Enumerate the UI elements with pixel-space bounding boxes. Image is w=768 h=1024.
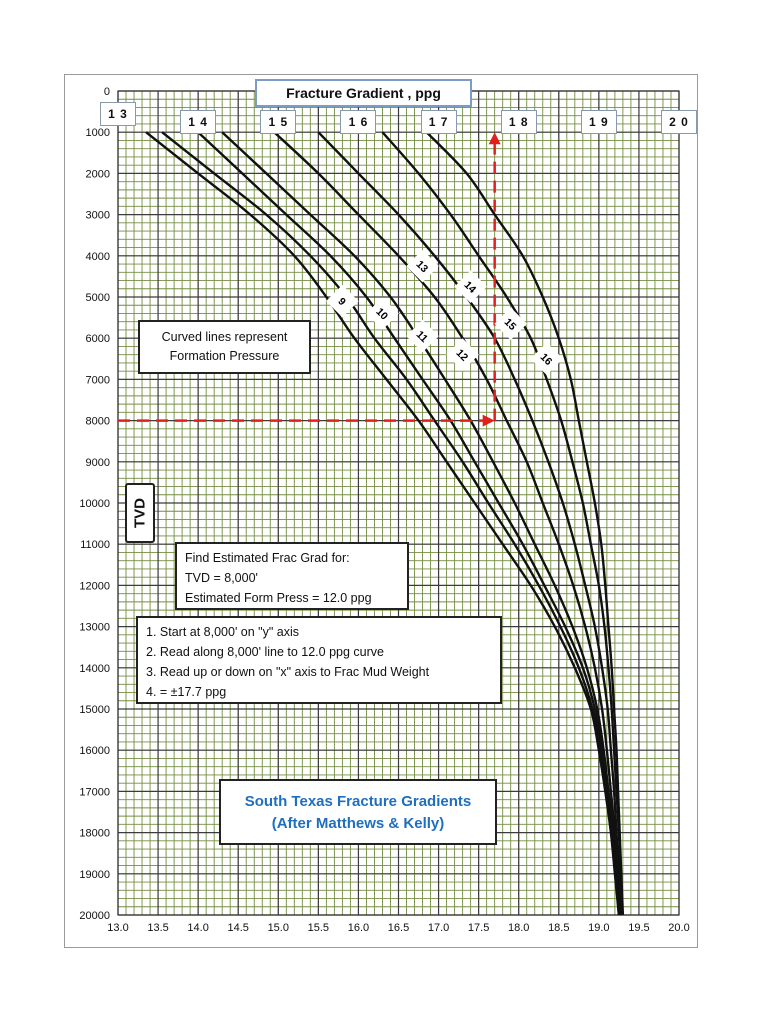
- chart-footer-title: [219, 779, 497, 845]
- x-tick-label: 14.0: [187, 922, 209, 934]
- steps-list: [146, 622, 492, 702]
- y-tick-label: 13000: [79, 621, 110, 634]
- curved-note-line-1: Curved lines represent: [161, 330, 288, 344]
- x-tick-label: 15.5: [307, 922, 330, 934]
- top-axis-label: 1 3: [100, 102, 136, 126]
- top-axis-label: 1 9: [581, 110, 617, 134]
- top-axis-label: 1 8: [501, 110, 537, 134]
- x-tick-label: 13.5: [147, 922, 169, 934]
- steps-box: [136, 616, 502, 704]
- x-tick-label: 19.0: [588, 922, 610, 934]
- y-tick-label: 7000: [85, 374, 110, 387]
- curve-label-text: 16: [537, 351, 555, 368]
- y-tick-label: 15000: [79, 704, 110, 716]
- curved-note-line-2: Formation Pressure: [169, 349, 280, 363]
- x-tick-label: 19.5: [628, 922, 650, 934]
- find-box-line-3: Estimated Form Press = 12.0 ppg: [185, 591, 372, 605]
- y-tick-label: 3000: [85, 209, 110, 222]
- curve-label-text: 14: [461, 279, 479, 296]
- x-tick-label: 16.0: [347, 922, 370, 934]
- find-box-line-2: TVD = 8,000': [185, 571, 258, 585]
- curve-label-text: 13: [413, 258, 431, 276]
- x-tick-label: 17.5: [467, 922, 490, 934]
- footer-title-line-1: South Texas Fracture Gradients: [244, 793, 472, 810]
- y-tick-label: 16000: [79, 745, 110, 758]
- y-tick-label: 10000: [79, 498, 110, 510]
- top-axis-label: 1 7: [421, 110, 457, 134]
- x-tick-label: 18.5: [548, 922, 570, 934]
- x-tick-label: 16.5: [387, 922, 410, 934]
- chart-frame: [64, 74, 698, 948]
- footer-title-line-2: (After Matthews & Kelly): [271, 815, 445, 832]
- y-tick-label: 12000: [79, 580, 110, 593]
- curve-label-text: 12: [453, 347, 471, 364]
- y-tick-label: 6000: [85, 333, 110, 346]
- curve-label-text: 11: [413, 328, 431, 346]
- tvd-axis-label: [125, 483, 155, 543]
- x-tick-label: 17.0: [427, 922, 450, 934]
- find-frac-grad-box: [175, 542, 409, 610]
- y-tick-label: 14000: [79, 662, 110, 675]
- curved-lines-note: [138, 320, 311, 374]
- find-box-line-1: Find Estimated Frac Grad for:: [185, 551, 350, 565]
- y-tick-label: 19000: [79, 868, 110, 881]
- chart-title: Fracture Gradient , ppg: [255, 79, 472, 107]
- top-axis-label: 1 5: [260, 110, 296, 134]
- top-axis-label: 2 0: [661, 110, 697, 134]
- curve-label-text: 9: [335, 295, 349, 309]
- curve-label-text: 10: [373, 305, 391, 323]
- top-axis-label: 1 4: [180, 110, 216, 134]
- y-tick-label: 9000: [85, 456, 110, 469]
- top-axis-label: 1 6: [340, 110, 376, 134]
- y-tick-label: 17000: [79, 786, 110, 799]
- curve-label-text: 15: [501, 316, 519, 333]
- x-tick-label: 14.5: [227, 922, 249, 934]
- y-tick-label: 11000: [80, 539, 110, 552]
- y-tick-label: 20000: [79, 910, 110, 922]
- y-tick-label: 5000: [85, 292, 110, 304]
- tvd-axis-label-text: TVD: [131, 498, 149, 528]
- step-2: 2. Read along 8,000' line to 12.0 ppg curve: [146, 645, 384, 659]
- x-tick-label: 15.0: [267, 922, 289, 934]
- y-tick-label: 2000: [85, 168, 110, 181]
- x-tick-label: 18.0: [508, 922, 530, 934]
- y-tick-label: 8000: [85, 415, 110, 428]
- y-tick-label: 18000: [79, 827, 110, 840]
- step-3: 3. Read up or down on "x" axis to Frac Mud Weight: [146, 665, 430, 679]
- y-tick-label: 4000: [85, 250, 110, 263]
- step-4: 4. = ±17.7 ppg: [146, 685, 227, 699]
- step-1: 1. Start at 8,000' on "y" axis: [146, 625, 300, 639]
- y-tick-label: 0: [103, 86, 110, 98]
- y-tick-label: 1000: [85, 127, 110, 140]
- x-tick-label: 13.0: [107, 922, 129, 934]
- x-tick-label: 20.0: [668, 922, 690, 934]
